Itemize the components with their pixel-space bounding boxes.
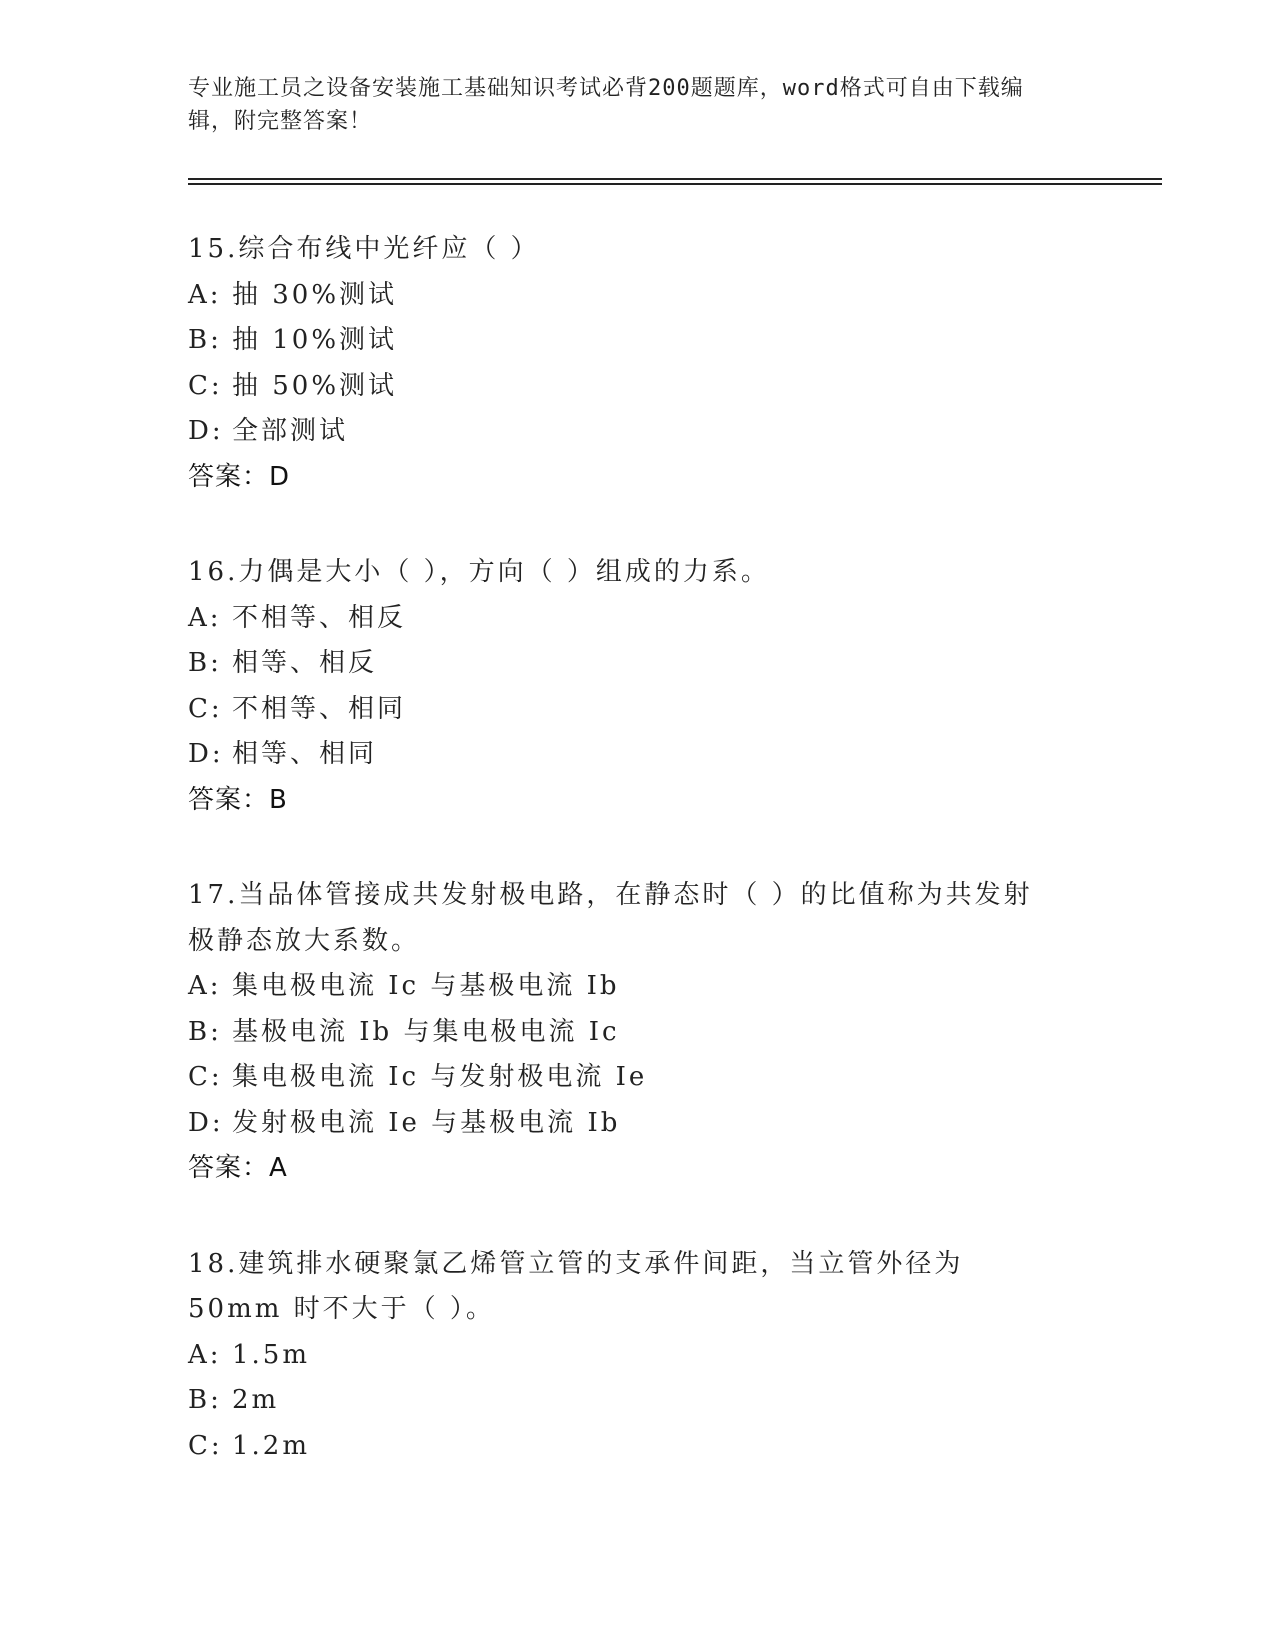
document-header: 专业施工员之设备安装施工基础知识考试必背200题题库，word格式可自由下载编辑，附完整答案！ [188,76,1024,134]
question-15 [188,227,1088,500]
answer-line: 答案：B [188,784,288,815]
option-letter: A: [188,971,222,1001]
option-text: 相等、相反 [232,648,378,678]
option-b [188,641,1048,687]
option-letter: D: [188,416,224,446]
option-a [188,596,1048,642]
question-18 [188,1242,1088,1470]
option-b [188,1010,1048,1056]
document-page [188,72,1088,1519]
question-17 [188,873,1088,1192]
option-letter: A: [188,279,222,310]
option-letter: B: [188,325,222,355]
answer-line: 答案：A [188,1153,288,1183]
option-letter: C: [188,693,223,724]
option-letter: D: [188,1107,224,1138]
option-b [188,1378,1048,1424]
question-list [188,227,1088,1469]
option-d [188,732,1048,778]
option-text: 全部测试 [232,416,349,446]
option-text: 抽 10%测试 [232,325,398,355]
option-text: 相等、相同 [232,739,378,769]
option-b [188,318,1048,364]
question-stem: 15.综合布线中光纤应（ ） [188,234,540,264]
option-d [188,409,1048,455]
option-c [188,687,1048,733]
option-text: 发射极电流 Ie 与基极电流 Ib [232,1107,621,1138]
option-text: 抽 30%测试 [232,279,398,310]
option-letter: C: [188,1062,223,1092]
option-letter: B: [188,1385,222,1415]
question-stem: 16.力偶是大小（ ），方向（ ）组成的力系。 [188,557,770,587]
option-letter: A: [188,1339,222,1370]
question-stem: 17.当品体管接成共发射极电路，在静态时（ ）的比值称为共发射极静态放大系数。 [188,880,1033,956]
question-stem: 18.建筑排水硬聚氯乙烯管立管的支承件间距，当立管外径为 50mm 时不大于（ ）。 [188,1248,975,1324]
option-text: 集电极电流 Ic 与基极电流 Ib [232,971,620,1001]
option-a [188,273,1048,319]
option-a [188,1333,1048,1379]
option-letter: D: [188,739,224,769]
option-text: 基极电流 Ib 与集电极电流 Ic [232,1016,620,1047]
option-letter: B: [188,648,222,678]
question-16 [188,550,1088,823]
option-c [188,1055,1048,1101]
option-text: 1.2m [232,1430,311,1461]
option-text: 不相等、相反 [232,602,407,633]
option-c [188,364,1048,410]
option-a [188,964,1048,1010]
option-letter: A: [188,602,222,633]
option-c [188,1424,1048,1470]
option-text: 1.5m [232,1339,311,1370]
option-letter: C: [188,1430,223,1461]
option-letter: B: [188,1016,222,1047]
header-double-rule [188,178,1162,185]
option-text: 2m [232,1385,280,1415]
option-text: 不相等、相同 [232,693,407,724]
option-text: 抽 50%测试 [232,370,398,401]
option-letter: C: [188,370,223,401]
option-text: 集电极电流 Ic 与发射极电流 Ie [232,1062,648,1092]
option-d [188,1101,1048,1147]
answer-line: 答案：D [188,461,291,492]
